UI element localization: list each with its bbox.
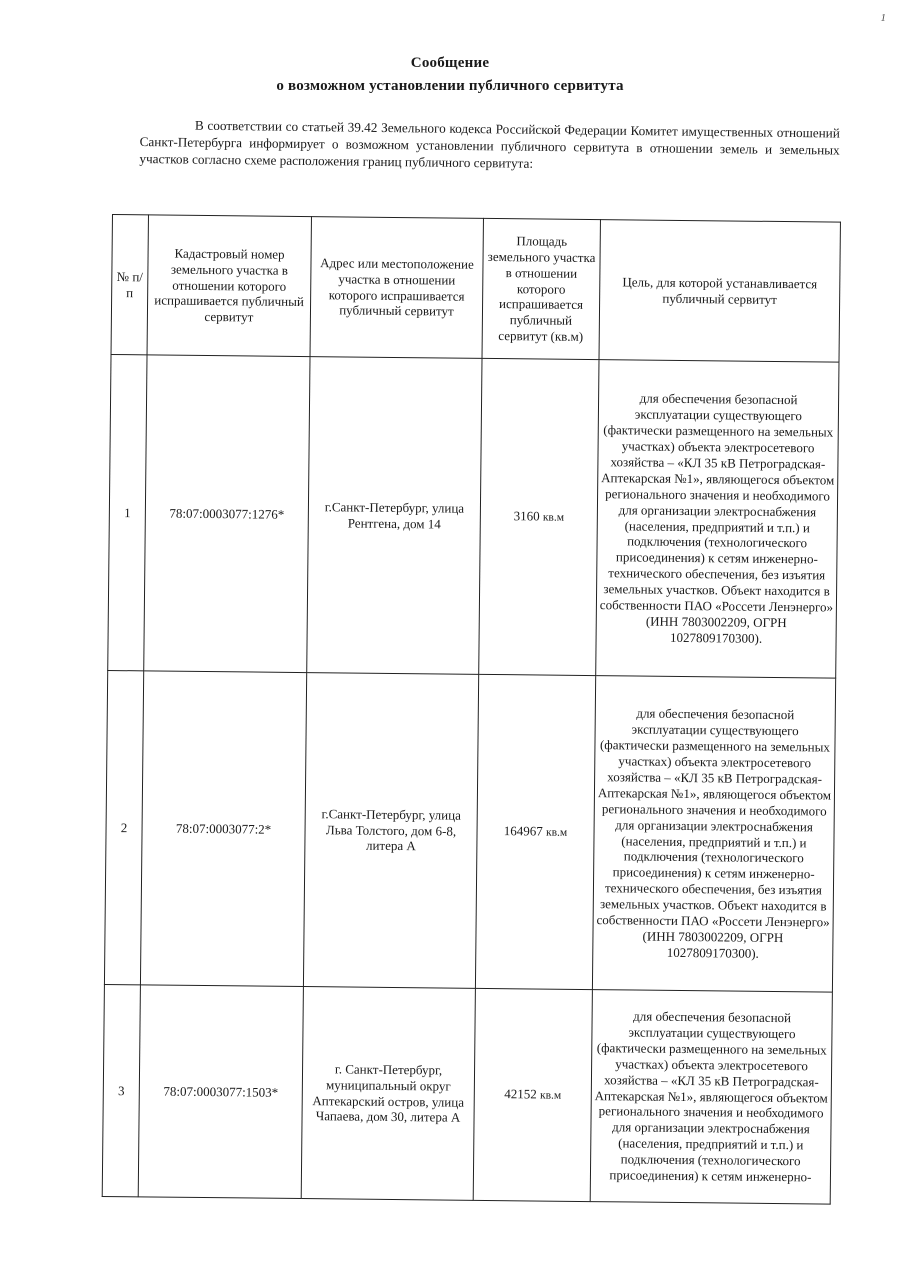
row-area <box>479 358 599 675</box>
title-line-2: о возможном установлении публичного сервитута <box>276 78 624 94</box>
title-line-1: Сообщение <box>410 55 490 71</box>
area-unit: кв.м <box>540 1089 562 1102</box>
area-value: 42152 <box>504 1085 537 1102</box>
row-num: 2 <box>104 670 143 984</box>
row-area <box>475 674 595 989</box>
page-number: 1 <box>880 12 886 24</box>
area-unit: кв.м <box>542 511 565 524</box>
header-num: № п/п <box>111 215 148 355</box>
intro-paragraph: В соответствии со статьей 39.42 Земельного кодекса Российской Федерации Комитет имущественных отношений Санкт-Петербурга информирует о возможном установлении публичного сервитута в отношении земель и земельных участков согласно схеме расположения границ публичного сервитута: <box>139 117 840 171</box>
row-purpose: для обеспечения безопасной эксплуатации существующего (фактически размещенного на земельных участках) объекта электросетевого хозяйства – «КЛ 35 кВ Петроградская-Аптекарская №1», являющегося объектом регионального значения и необходимого для организации электроснабжения (населения, предприятий и т.п.) и подключения (технологического присоединения) к сетям инженерно-технического обеспечения, без изъятия земельных участков. Объект находится в собственности ПАО «Россети Ленэнерго» (ИНН 7803002209, ОГРН 1027809170300). <box>592 676 835 992</box>
row-purpose: для обеспечения безопасной эксплуатации существующего (фактически размещенного на земельных участках) объекта электросетевого хозяйства – «КЛ 35 кВ Петроградская-Аптекарская №1», являющегося объектом регионального значения и необходимого для организации электроснабжения (населения, предприятий и т.п.) и подключения (технологического присоединения) к сетям инженерно- <box>590 990 832 1205</box>
row-cadastral: 78:07:0003077:2* <box>140 671 306 987</box>
row-num: 3 <box>102 984 140 1196</box>
row-address: г. Санкт-Петербург, муниципальный округ Аптекарский остров, улица Чапаева, дом 30, литера А <box>301 987 475 1201</box>
header-area: Площадь земельного участка в отношении которого испрашивается публичный сервитут (кв.м) <box>482 218 600 359</box>
header-cadastral: Кадастровый номер земельного участка в отношении которого испрашивается публичный сервитут <box>147 215 311 357</box>
table-row <box>108 354 839 678</box>
document-title <box>0 52 900 98</box>
row-cadastral: 78:07:0003077:1276* <box>144 355 310 673</box>
row-address: г.Санкт-Петербург, улица Льва Толстого, дом 6-8, литера А <box>303 673 478 989</box>
area-value: 164967 <box>503 822 543 839</box>
row-purpose: для обеспечения безопасной эксплуатации существующего (фактически размещенного на земельных участках) объекта электросетевого хозяйства – «КЛ 35 кВ Петроградская-Аптекарская №1», являющегося объектом регионального значения и необходимого для организации электроснабжения (населения, предприятий и т.п.) и подключения (технологического присоединения) к сетям инженерно-технического обеспечения, без изъятия земельных участков. Объект находится в собственности ПАО «Россети Ленэнерго» (ИНН 7803002209, ОГРН 1027809170300). <box>596 360 839 678</box>
row-num: 1 <box>108 354 147 670</box>
servitude-table <box>102 214 841 1205</box>
row-address: г.Санкт-Петербург, улица Рентгена, дом 14 <box>307 357 482 675</box>
area-value: 3160 <box>513 507 540 524</box>
table-row <box>102 984 832 1204</box>
row-cadastral: 78:07:0003077:1503* <box>138 985 303 1199</box>
row-area <box>473 988 592 1201</box>
area-unit: кв.м <box>546 826 568 839</box>
table-row <box>104 670 835 992</box>
table-header-row <box>111 215 840 363</box>
header-address: Адрес или местоположение участка в отношении которого испрашивается публичный сервитут <box>310 217 483 359</box>
header-purpose: Цель, для которой устанавливается публичный сервитут <box>599 220 840 363</box>
servitude-table-wrapper <box>102 214 841 1205</box>
